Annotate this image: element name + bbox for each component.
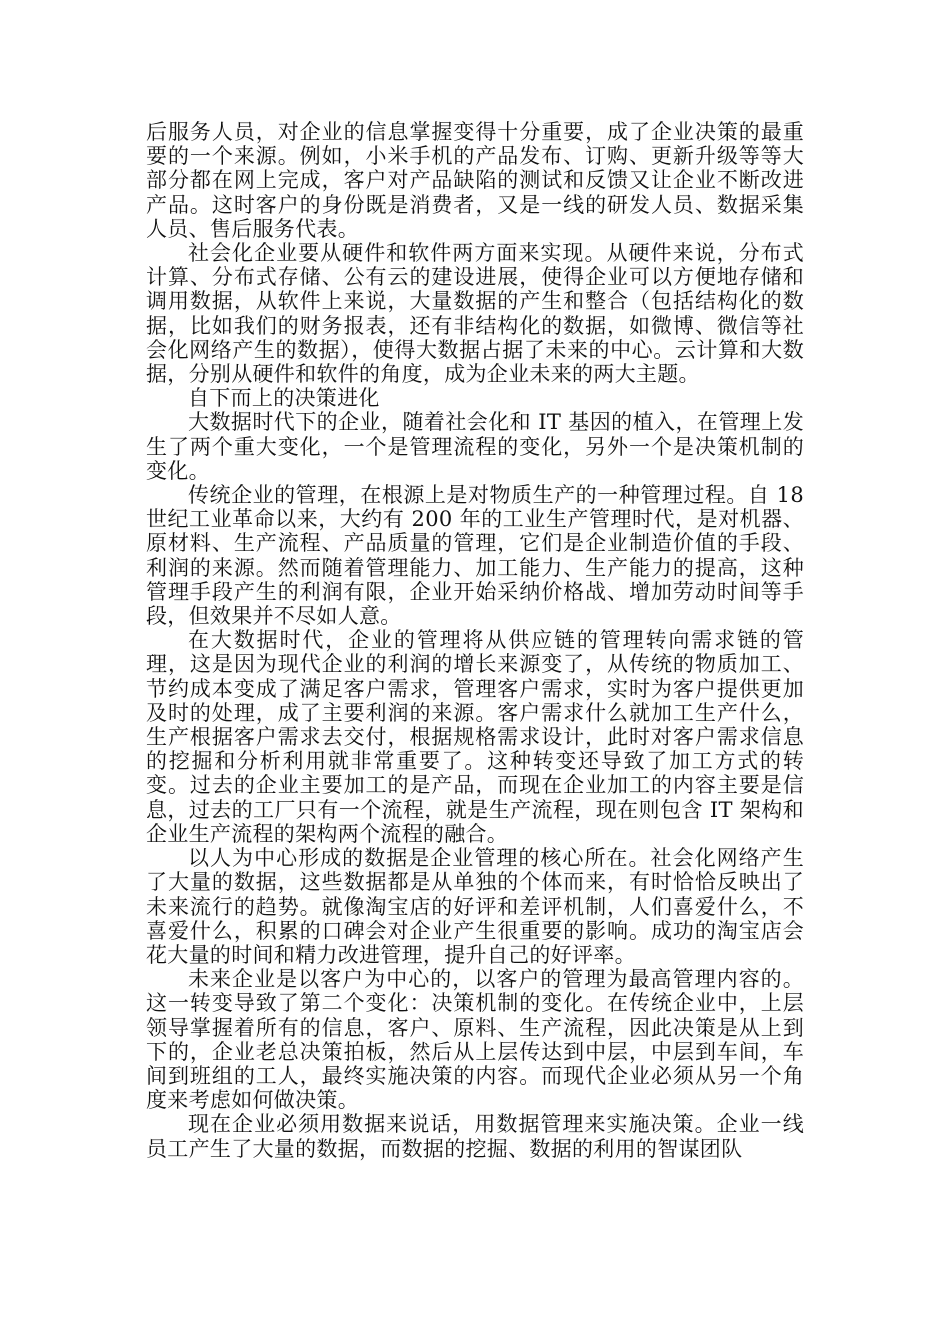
document-body	[146, 120, 804, 1161]
paragraph: 大数据时代下的企业，随着社会化和 IT 基因的植入，在管理上发生了两个重大变化，一个是管理流程的变化，另外一个是决策机制的变化。	[146, 410, 804, 483]
paragraph: 未来企业是以客户为中心的，以客户的管理为最高管理内容的。这一转变导致了第二个变化：决策机制的变化。在传统企业中，上层领导掌握着所有的信息，客户、原料、生产流程，因此决策是从上到下的，企业老总决策拍板，然后从上层传达到中层，中层到车间，车间到班组的工人，最终实施决策的内容。而现代企业必须从另一个角度来考虑如何做决策。	[146, 967, 804, 1113]
paragraph: 后服务人员，对企业的信息掌握变得十分重要，成了企业决策的最重要的一个来源。例如，小米手机的产品发布、订购、更新升级等等大部分都在网上完成，客户对产品缺陷的测试和反馈又让企业不断改进产品。这时客户的身份既是消费者，又是一线的研发人员、数据采集人员、售后服务代表。	[146, 120, 804, 241]
paragraph: 传统企业的管理，在根源上是对物质生产的一种管理过程。自 18 世纪工业革命以来，大约有 200 年的工业生产管理时代，是对机器、原材料、生产流程、产品质量的管理，它们是企业制造价值的手段、利润的来源。然而随着管理能力、加工能力、生产能力的提高，这种管理手段产生的利润有限，企业开始采纳价格战、增加劳动时间等手段，但效果并不尽如人意。	[146, 483, 804, 629]
paragraph: 在大数据时代，企业的管理将从供应链的管理转向需求链的管理，这是因为现代企业的利润的增长来源变了，从传统的物质加工、节约成本变成了满足客户需求，管理客户需求，实时为客户提供更加及时的处理，成了主要利润的来源。客户需求什么就加工生产什么，生产根据客户需求去交付，根据规格需求设计，此时对客户需求信息的挖掘和分析利用就非常重要了。这种转变还导致了加工方式的转变。过去的企业主要加工的是产品，而现在企业加工的内容主要是信息，过去的工厂只有一个流程，就是生产流程，现在则包含 IT 架构和企业生产流程的架构两个流程的融合。	[146, 628, 804, 846]
paragraph: 以人为中心形成的数据是企业管理的核心所在。社会化网络产生了大量的数据，这些数据都是从单独的个体而来，有时恰恰反映出了未来流行的趋势。就像淘宝店的好评和差评机制，人们喜爱什么，不喜爱什么，积累的口碑会对企业产生很重要的影响。成功的淘宝店会花大量的时间和精力改进管理，提升自己的好评率。	[146, 846, 804, 967]
paragraph: 社会化企业要从硬件和软件两方面来实现。从硬件来说，分布式计算、分布式存储、公有云的建设进展，使得企业可以方便地存储和调用数据，从软件上来说，大量数据的产生和整合（包括结构化的数据，比如我们的财务报表，还有非结构化的数据，如微博、微信等社会化网络产生的数据），使得大数据占据了未来的中心。云计算和大数据，分别从硬件和软件的角度，成为企业未来的两大主题。	[146, 241, 804, 387]
paragraph: 现在企业必须用数据来说话，用数据管理来实施决策。企业一线员工产生了大量的数据，而数据的挖掘、数据的利用的智谋团队	[146, 1112, 804, 1161]
section-heading: 自下而上的决策进化	[188, 386, 380, 411]
